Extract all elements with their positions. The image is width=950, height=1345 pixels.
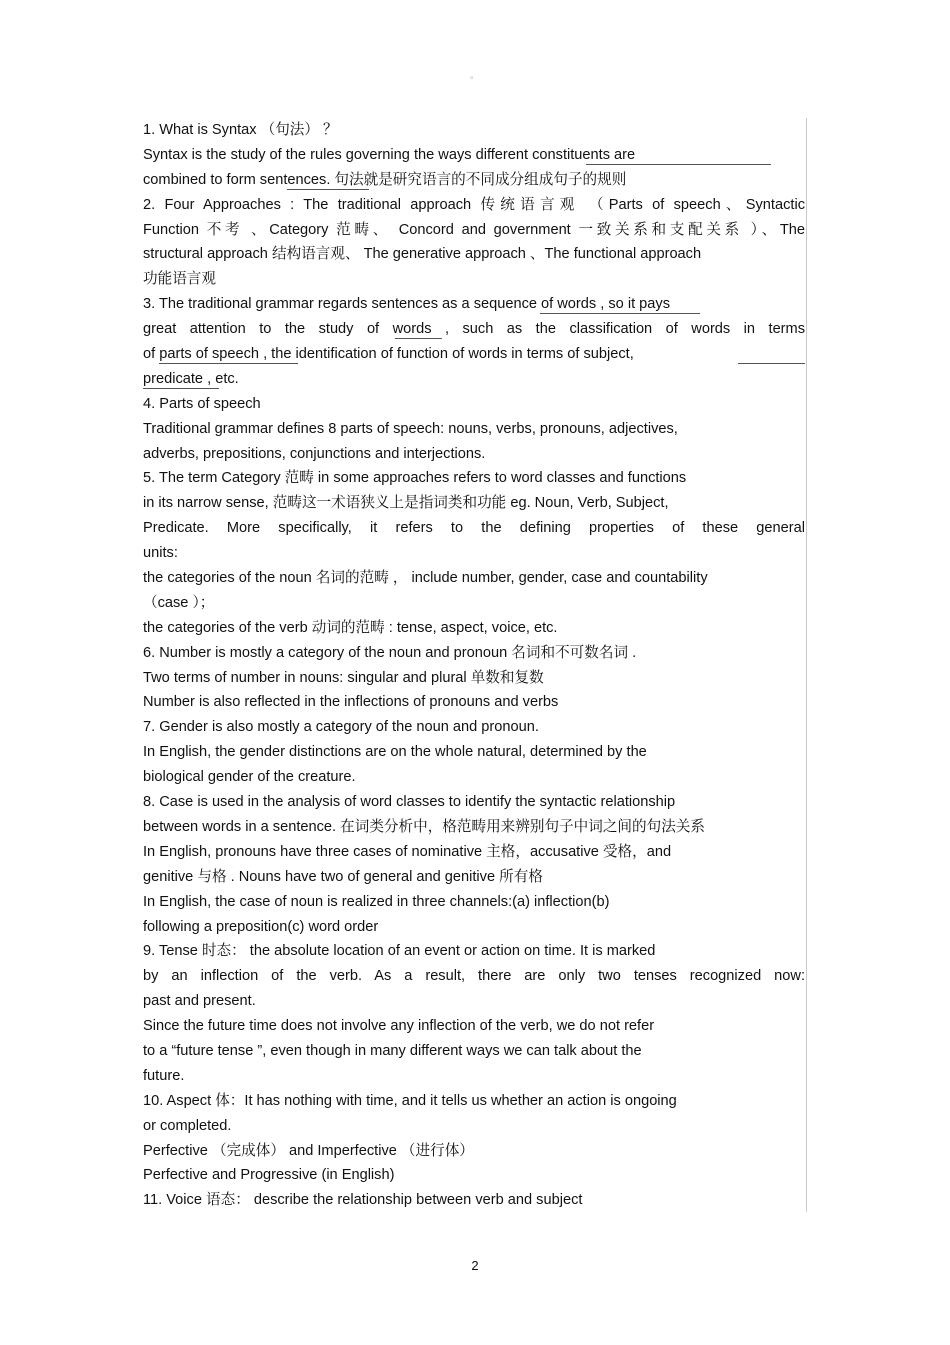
text-line: （case ）； (143, 594, 215, 611)
underline-mark (143, 388, 219, 389)
text-line: Perfective and Progressive (in English) (143, 1167, 395, 1184)
text-line: 7. Gender is also mostly a category of the noun and pronoun. (143, 719, 539, 736)
text-line: biological gender of the creature. (143, 769, 356, 786)
text-line: Syntax is the study of the rules governing the ways different constituents are (143, 146, 636, 163)
text-line: the categories of the noun 名词的范畴 ， include number, gender, case and countability (143, 570, 708, 587)
text-line: 4. Parts of speech (143, 395, 261, 412)
text-line: in its narrow sense, 范畴这一术语狭义上是指词类和功能 eg. Noun, Verb, Subject, (143, 495, 669, 512)
text-line: 功能语言观 (143, 271, 216, 288)
text-line: by an inflection of the verb. As a result, there are only two tenses recognized now: (143, 968, 805, 985)
text-line: 8. Case is used in the analysis of word classes to identify the syntactic relationship (143, 794, 676, 811)
text-line: Since the future time does not involve any inflection of the verb, we do not refer (143, 1018, 655, 1035)
text-line: Traditional grammar defines 8 parts of speech: nouns, verbs, pronouns, adjectives, (143, 420, 678, 437)
underline-mark (159, 363, 298, 364)
text-line: combined to form sentences. 句法就是研究语言的不同成分组成句子的规则 (143, 171, 627, 188)
text-line: 5. The term Category 范畴 in some approaches refers to word classes and functions (143, 470, 687, 487)
text-line: Perfective （完成体） and Imperfective （进行体） (143, 1142, 474, 1159)
text-line: In English, the gender distinctions are on the whole natural, determined by the (143, 744, 647, 761)
text-line: Number is also reflected in the inflections of pronouns and verbs (143, 694, 559, 711)
text-line: to a “future tense ”, even though in many different ways we can talk about the (143, 1042, 642, 1059)
top-mark: 。 (470, 70, 480, 80)
text-line: predicate , etc. (143, 370, 239, 387)
underline-mark (586, 164, 771, 165)
text-line: Function 不考 、Category 范畴、 Concord and government 一致关系和支配关系 ）、The (143, 221, 805, 238)
text-line: Two terms of number in nouns: singular and plural 单数和复数 (143, 669, 544, 686)
text-line: of parts of speech , the identification of function of words in terms of subject, (143, 346, 634, 363)
text-line: between words in a sentence. 在词类分析中，格范畴用来辨别句子中词之间的句法关系 (143, 818, 705, 835)
text-line: past and present. (143, 993, 256, 1010)
underline-mark (287, 189, 369, 190)
text-line: 11. Voice 语态： describe the relationship between verb and subject (143, 1192, 583, 1209)
text-line: units: (143, 545, 178, 562)
text-line: genitive 与格 . Nouns have two of general and genitive 所有格 (143, 868, 543, 885)
text-line: 3. The traditional grammar regards sentences as a sequence of words , so it pays (143, 296, 670, 313)
text-line: 10. Aspect 体：It has nothing with time, and it tells us whether an action is ongoing (143, 1092, 677, 1109)
text-line: structural approach 结构语言观、 The generative approach 、The functional approach (143, 246, 702, 263)
underline-mark (738, 363, 805, 364)
document-body (143, 118, 805, 1213)
underline-mark (395, 338, 442, 339)
text-line: Predicate. More specifically, it refers to the defining properties of these general (143, 520, 805, 537)
page-number: 2 (471, 1258, 479, 1273)
text-line: following a preposition(c) word order (143, 918, 379, 935)
text-line: great attention to the study of words , such as the classification of words in terms (143, 321, 805, 338)
text-line: 2. Four Approaches : The traditional approach 传统语言观 （Parts of speech、Syntactic (143, 196, 805, 213)
text-line: adverbs, prepositions, conjunctions and interjections. (143, 445, 486, 462)
text-line: In English, the case of noun is realized in three channels:(a) inflection(b) (143, 893, 610, 910)
right-margin-rule (806, 118, 807, 1212)
text-line: 1. What is Syntax （句法） ？ (143, 122, 338, 138)
text-line: 9. Tense 时态： the absolute location of an event or action on time. It is marked (143, 943, 656, 960)
text-line: or completed. (143, 1117, 232, 1134)
text-line: 6. Number is mostly a category of the noun and pronoun 名词和不可数名词 . (143, 644, 637, 661)
text-line: future. (143, 1067, 185, 1084)
text-line: In English, pronouns have three cases of nominative 主格，accusative 受格，and (143, 843, 672, 860)
text-line: the categories of the verb 动词的范畴 : tense, aspect, voice, etc. (143, 619, 558, 636)
underline-mark (540, 313, 700, 314)
